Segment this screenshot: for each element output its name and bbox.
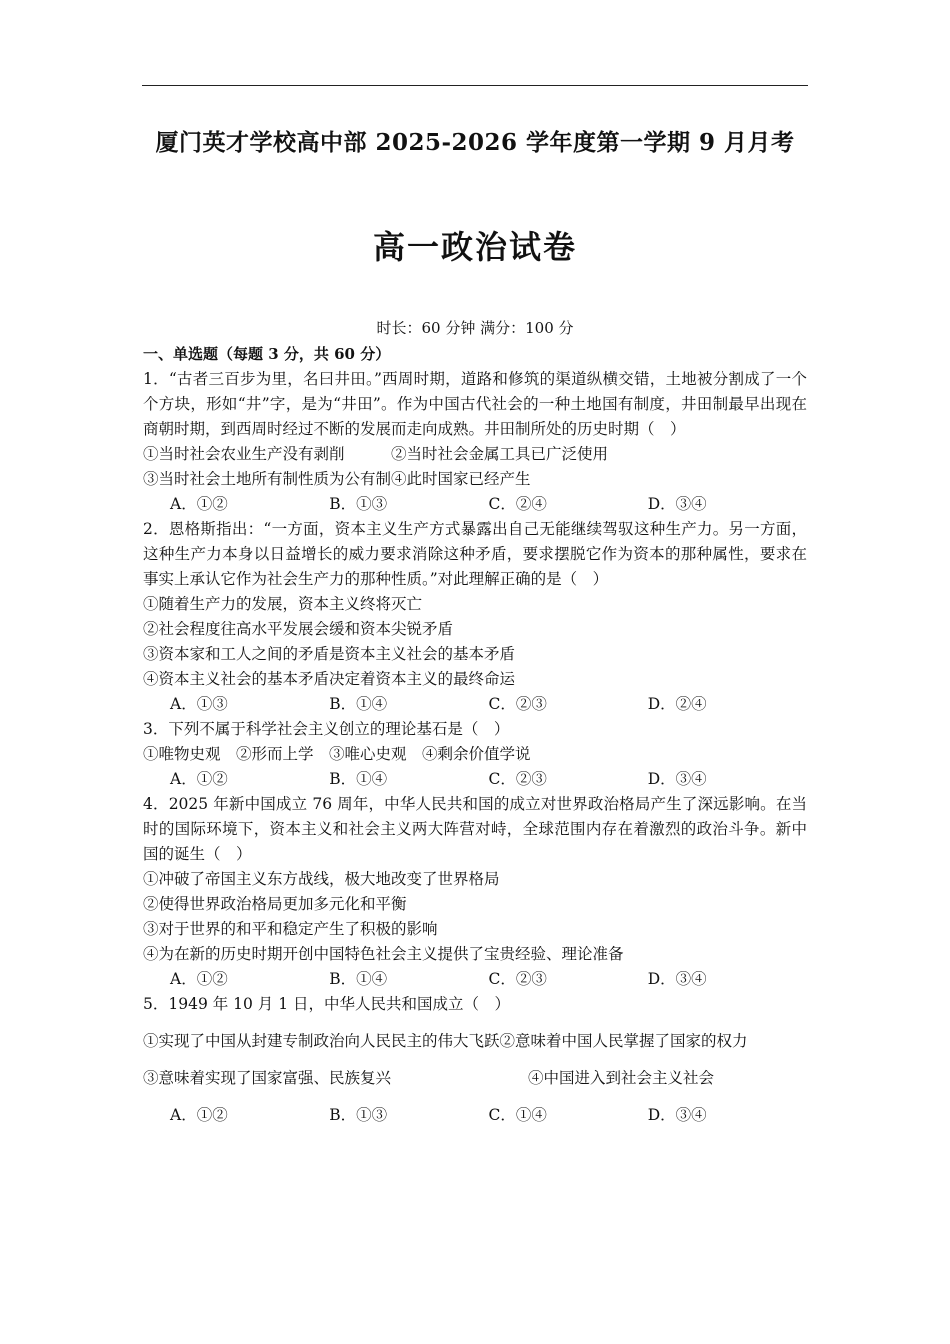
option-d[interactable]: D．③④ <box>647 770 707 788</box>
statement-line: ③对于世界的和平和稳定产生了积极的影响 <box>143 920 438 938</box>
statement-line: ③资本家和工人之间的矛盾是资本主义社会的基本矛盾 <box>143 645 516 663</box>
statement-line: ③当时社会土地所有制性质为公有制④此时国家已经产生 <box>143 470 531 488</box>
option-d[interactable]: D．③④ <box>647 970 707 988</box>
answer-options <box>143 967 807 992</box>
question-2 <box>143 517 807 717</box>
statement-line: ①实现了中国从封建专制政治向人民民主的伟大飞跃②意味着中国人民掌握了国家的权力 <box>143 1032 748 1050</box>
exam-meta: 时长：60 分钟 满分：100 分 <box>376 319 574 337</box>
option-c[interactable]: C．②③ <box>488 770 547 788</box>
question-5 <box>143 992 807 1128</box>
question-list <box>143 367 807 1128</box>
statement-line: ①冲破了帝国主义东方战线，极大地改变了世界格局 <box>143 870 500 888</box>
option-b[interactable]: B．①④ <box>329 695 388 713</box>
statement-line: ①唯物史观 ②形而上学 ③唯心史观 ④剩余价值学说 <box>143 745 531 763</box>
answer-options <box>143 692 807 717</box>
question-stem: 4．2025 年新中国成立 76 周年，中华人民共和国的成立对世界政治格局产生了深远影响。在当时的国际环境下，资本主义和社会主义两大阵营对峙，全球范围内存在着激烈的政治斗争。新中国的诞生（ ） <box>143 795 807 863</box>
option-d[interactable]: D．③④ <box>647 1106 707 1124</box>
answer-options <box>143 767 807 792</box>
statement-line: ①随着生产力的发展，资本主义终将灭亡 <box>143 595 423 613</box>
option-a[interactable]: A．①② <box>170 970 228 988</box>
question-stem: 2．恩格斯指出：“一方面，资本主义生产方式暴露出自己无能继续驾驭这种生产力。另一方面，这种生产力本身以日益增长的威力要求消除这种矛盾，要求摆脱它作为资本的那种属性，要求在事实上承认它作为社会生产力的那种性质。”对此理解正确的是（ ） <box>143 520 807 588</box>
question-stem: 1．“古者三百步为里，名曰井田。”西周时期，道路和修筑的渠道纵横交错，土地被分割成了一个个方块，形如“井”字，是为“井田”。作为中国古代社会的一种土地国有制度，井田制最早出现在商朝时期，到西周时经过不断的发展而走向成熟。井田制所处的历史时期（ ） <box>143 370 807 438</box>
option-c[interactable]: C．②③ <box>488 695 547 713</box>
school-title: 厦门英才学校高中部 2025-2026 学年度第一学期 9 月月考 <box>155 129 795 156</box>
question-stem: 5．1949 年 10 月 1 日，中华人民共和国成立（ ） <box>143 995 511 1013</box>
option-b[interactable]: B．①④ <box>329 970 388 988</box>
question-3 <box>143 717 807 792</box>
answer-options <box>143 1103 807 1128</box>
option-a[interactable]: A．①② <box>170 1106 228 1124</box>
header-rule <box>142 85 808 86</box>
option-b[interactable]: B．①③ <box>329 1106 388 1124</box>
answer-options <box>143 492 807 517</box>
statement-pair <box>143 1066 807 1091</box>
option-b[interactable]: B．①④ <box>329 770 388 788</box>
statement-line: ②社会程度往高水平发展会缓和资本尖锐矛盾 <box>143 620 454 638</box>
statement-line: ②使得世界政治格局更加多元化和平衡 <box>143 895 407 913</box>
question-4 <box>143 792 807 992</box>
option-a[interactable]: A．①③ <box>170 695 228 713</box>
exam-title: 高一政治试卷 <box>372 228 577 266</box>
option-b[interactable]: B．①③ <box>329 495 388 513</box>
statement-3: ③意味着实现了国家富强、民族复兴 <box>143 1069 392 1087</box>
option-a[interactable]: A．①② <box>170 770 228 788</box>
statement-4: ④中国进入到社会主义社会 <box>528 1069 715 1087</box>
option-a[interactable]: A．①② <box>170 495 228 513</box>
statement-line: ④为在新的历史时期开创中国特色社会主义提供了宝贵经验、理论准备 <box>143 945 624 963</box>
question-stem: 3．下列不属于科学社会主义创立的理论基石是（ ） <box>143 720 510 738</box>
statement-line: ①当时社会农业生产没有剥削 ②当时社会金属工具已广泛使用 <box>143 445 609 463</box>
option-c[interactable]: C．②③ <box>488 970 547 988</box>
option-c[interactable]: C．②④ <box>488 495 547 513</box>
option-c[interactable]: C．①④ <box>488 1106 547 1124</box>
section-heading: 一、单选题（每题 3 分，共 60 分） <box>143 345 391 363</box>
option-d[interactable]: D．②④ <box>647 695 707 713</box>
option-d[interactable]: D．③④ <box>647 495 707 513</box>
statement-line: ④资本主义社会的基本矛盾决定着资本主义的最终命运 <box>143 670 516 688</box>
question-1 <box>143 367 807 517</box>
